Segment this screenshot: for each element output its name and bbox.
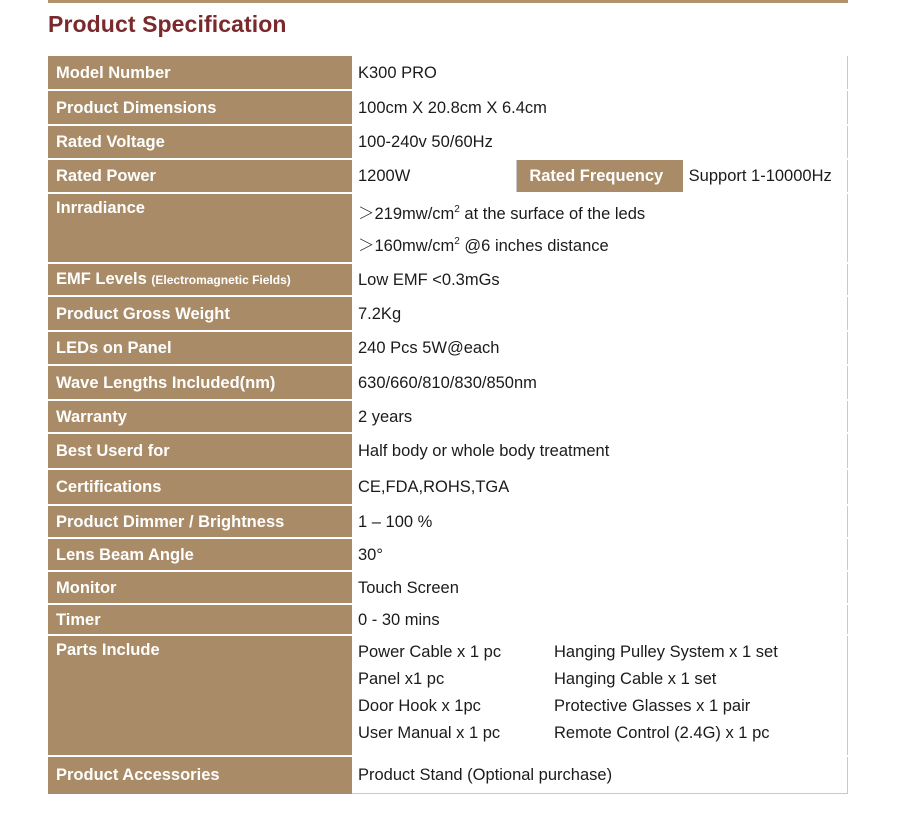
row-label: Monitor bbox=[49, 571, 352, 604]
rated-frequency-value: Support 1-10000Hz bbox=[682, 159, 847, 193]
row-value: 2 years bbox=[352, 400, 848, 433]
row-value: 240 Pcs 5W@each bbox=[352, 331, 848, 365]
row-value: Low EMF <0.3mGs bbox=[352, 263, 848, 296]
table-row bbox=[49, 538, 848, 571]
top-rule bbox=[48, 0, 848, 3]
row-label: Model Number bbox=[49, 55, 352, 90]
irradiance-line-1: $>219mw/cm^2$ at the surface of the leds bbox=[358, 204, 646, 223]
irradiance-line-2: $>160mw/cm^2$ @6 inches distance bbox=[358, 236, 609, 255]
irradiance-values bbox=[352, 193, 848, 263]
table-row bbox=[49, 469, 848, 505]
list-item: Remote Control (2.4G) x 1 pc bbox=[554, 724, 770, 742]
table-row bbox=[49, 263, 848, 296]
row-value: K300 PRO bbox=[352, 55, 848, 90]
list-item: User Manual x 1 pc bbox=[358, 724, 501, 742]
table-row bbox=[49, 400, 848, 433]
row-label: Product Dimmer / Brightness bbox=[49, 505, 352, 538]
row-label: Certifications bbox=[49, 469, 352, 505]
row-label: Rated Power bbox=[49, 159, 352, 193]
row-value: 7.2Kg bbox=[352, 296, 848, 331]
row-label: Timer bbox=[49, 604, 352, 635]
row-label: EMF Levels (Electromagnetic Fields) bbox=[49, 263, 352, 296]
row-value: 100-240v 50/60Hz bbox=[352, 125, 848, 159]
list-item: Door Hook x 1pc bbox=[358, 697, 481, 715]
page-title: Product Specification bbox=[48, 11, 287, 37]
row-value: 630/660/810/830/850nm bbox=[352, 365, 848, 400]
list-item: Power Cable x 1 pc bbox=[358, 643, 502, 661]
row-label: Lens Beam Angle bbox=[49, 538, 352, 571]
table-row bbox=[49, 571, 848, 604]
row-label-note: (Electromagnetic Fields) bbox=[151, 273, 291, 287]
list-item: Protective Glasses x 1 pair bbox=[554, 697, 751, 715]
table-row bbox=[49, 433, 848, 469]
row-label: Wave Lengths Included(nm) bbox=[49, 365, 352, 400]
row-label: Product Gross Weight bbox=[49, 296, 352, 331]
row-value: 30° bbox=[352, 538, 848, 571]
table-row bbox=[49, 90, 848, 125]
row-label: Product Dimensions bbox=[49, 90, 352, 125]
table-row bbox=[49, 159, 848, 193]
row-label: Warranty bbox=[49, 400, 352, 433]
row-label: Parts Include bbox=[49, 635, 352, 756]
row-value: 1200W bbox=[352, 159, 517, 193]
table-row bbox=[49, 331, 848, 365]
list-item: Hanging Pulley System x 1 set bbox=[554, 643, 778, 661]
table-row bbox=[49, 505, 848, 538]
table-row bbox=[49, 635, 848, 756]
list-item: Panel x1 pc bbox=[358, 670, 445, 688]
row-value: 1 – 100 % bbox=[352, 505, 848, 538]
row-value: 100cm X 20.8cm X 6.4cm bbox=[352, 90, 848, 125]
parts-list bbox=[352, 635, 848, 756]
table-row bbox=[49, 296, 848, 331]
row-label: LEDs on Panel bbox=[49, 331, 352, 365]
row-value: CE,FDA,ROHS,TGA bbox=[352, 469, 848, 505]
table-row bbox=[49, 365, 848, 400]
row-value: Product Stand (Optional purchase) bbox=[352, 756, 848, 793]
table-row bbox=[49, 756, 848, 793]
table-row bbox=[49, 55, 848, 90]
row-label: Product Accessories bbox=[49, 756, 352, 793]
spec-table bbox=[48, 54, 848, 794]
row-value: Half body or whole body treatment bbox=[352, 433, 848, 469]
list-item: Hanging Cable x 1 set bbox=[554, 670, 717, 688]
row-label: Best Userd for bbox=[49, 433, 352, 469]
row-value: 0 - 30 mins bbox=[352, 604, 848, 635]
rated-frequency-label: Rated Frequency bbox=[517, 159, 682, 193]
row-value: Touch Screen bbox=[352, 571, 848, 604]
table-row bbox=[49, 125, 848, 159]
table-row bbox=[49, 604, 848, 635]
row-label: Rated Voltage bbox=[49, 125, 352, 159]
table-row bbox=[49, 193, 848, 263]
row-label: Inrradiance bbox=[49, 193, 352, 263]
